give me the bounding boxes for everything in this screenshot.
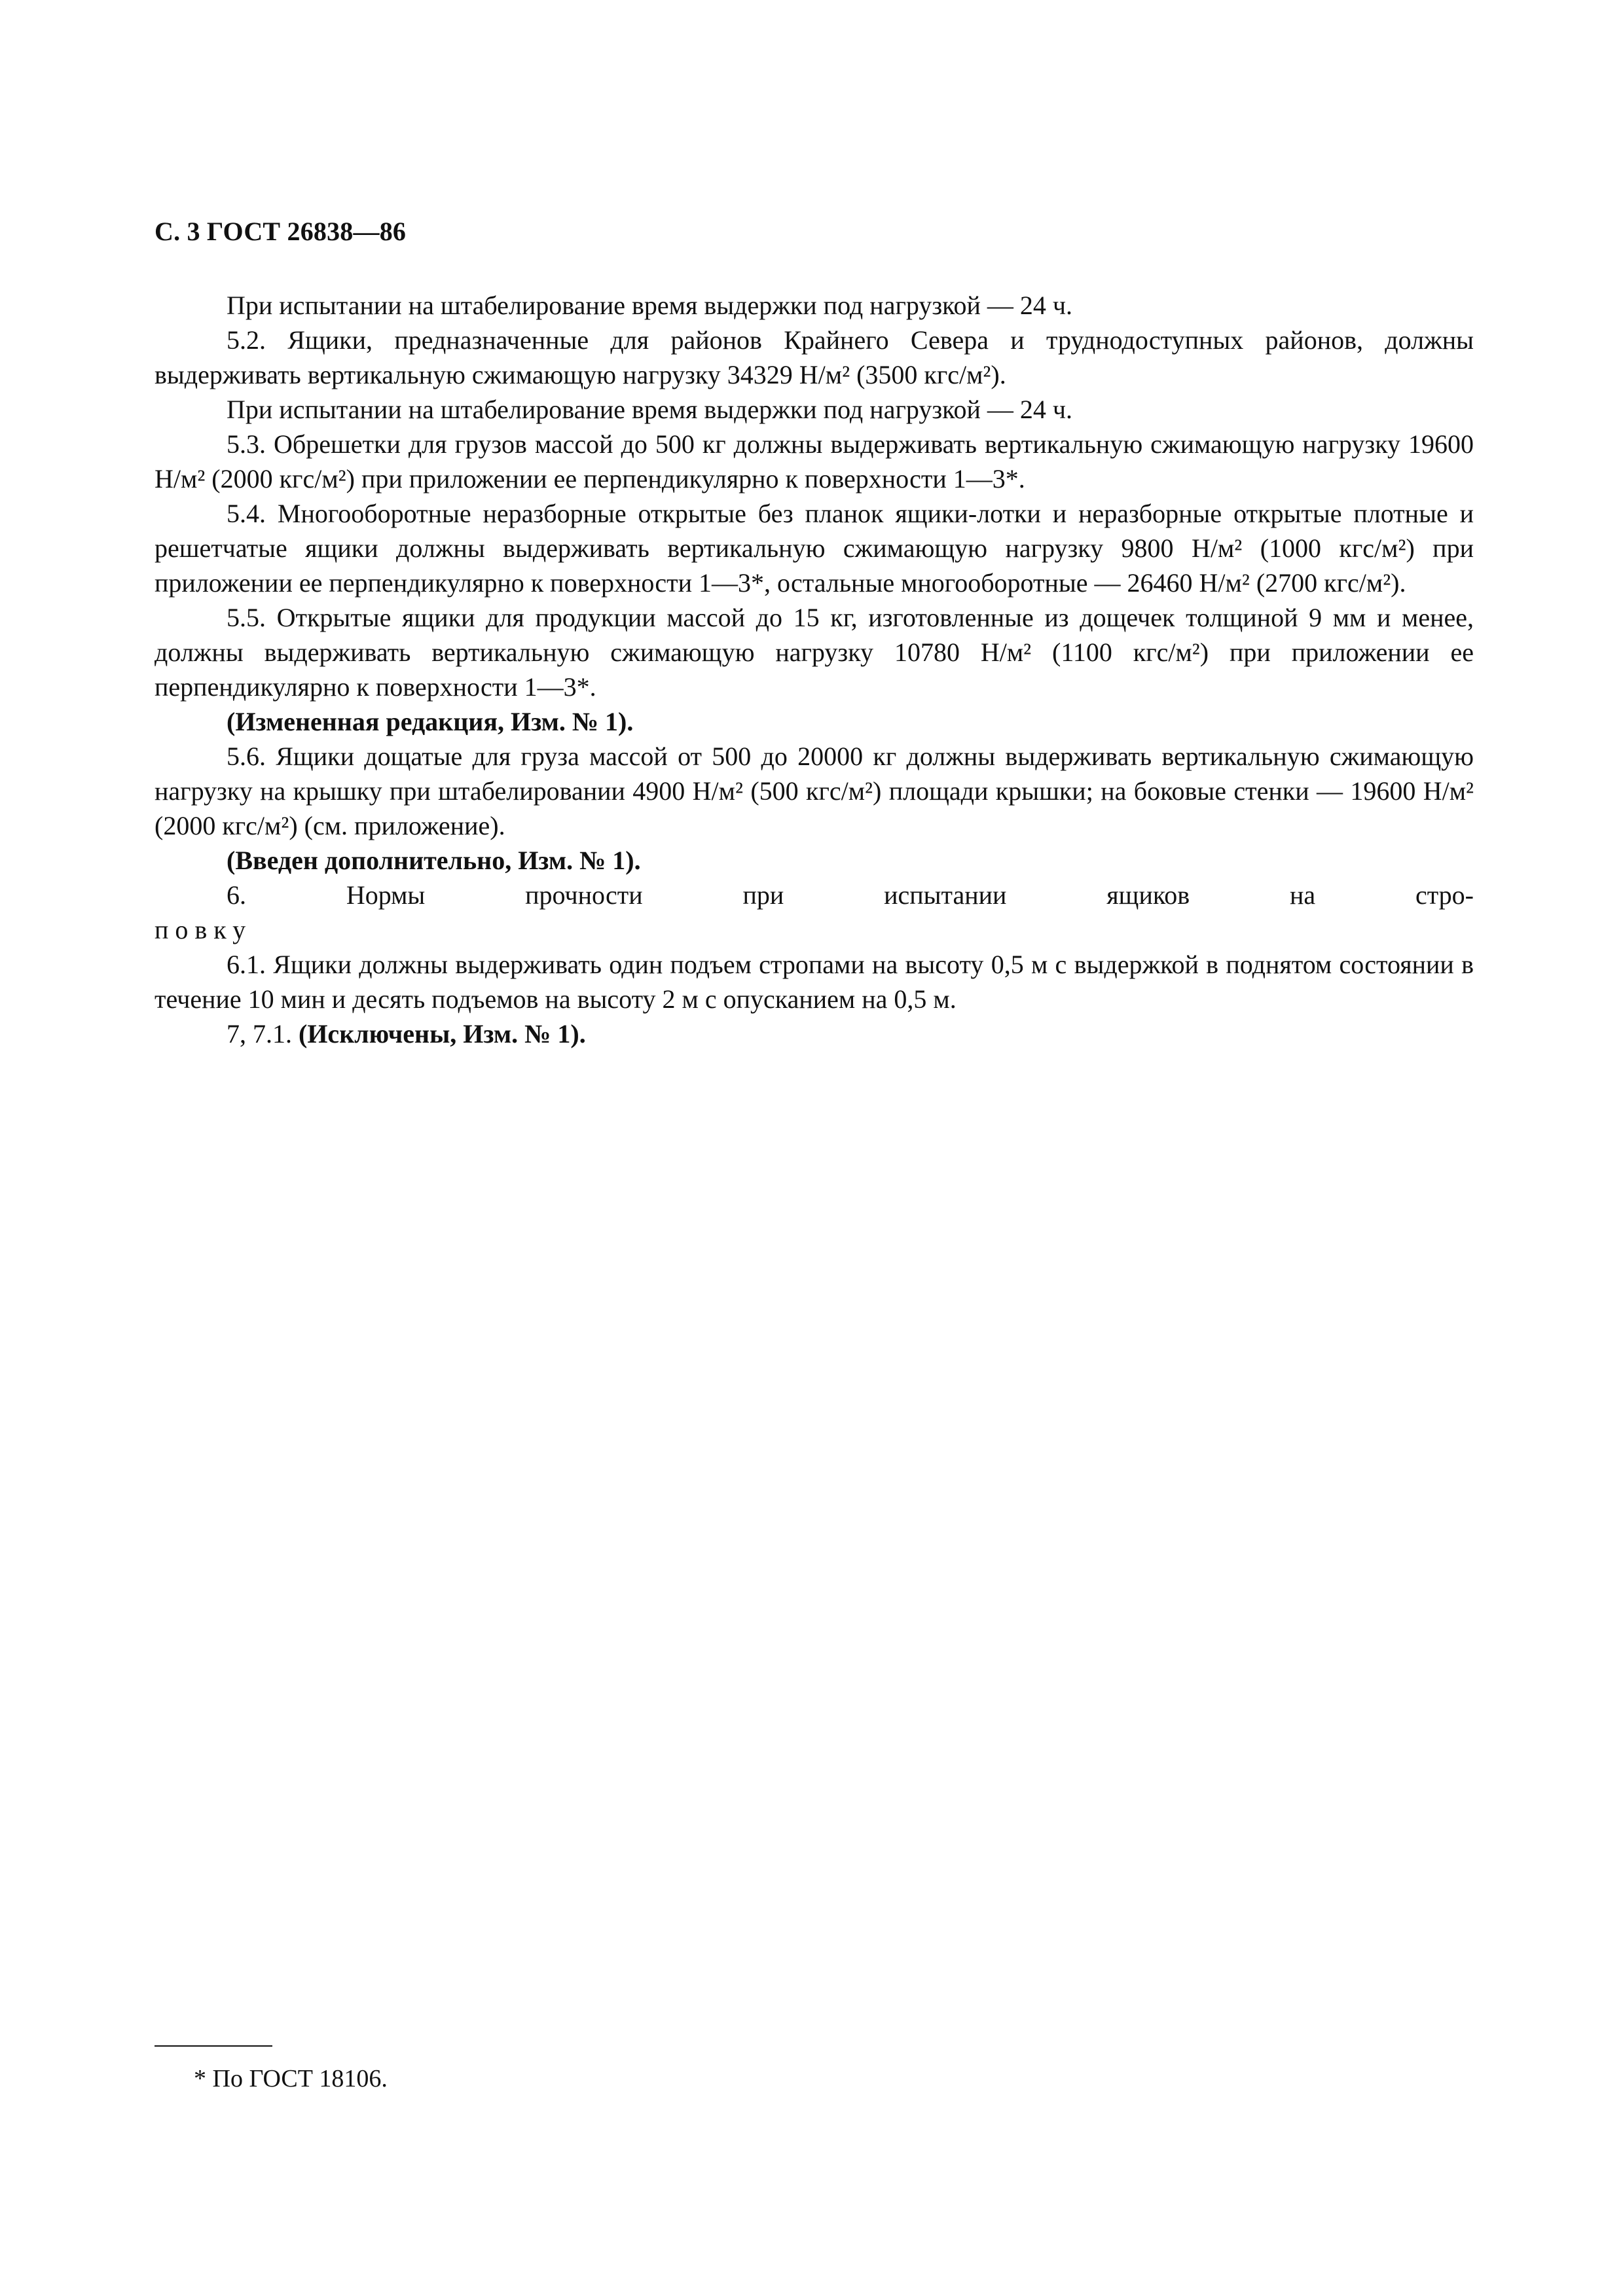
paragraph-5-4: 5.4. Многооборотные неразборные открытые без планок ящики-лотки и неразборные открытые плотные и решетчатые ящики должны выдерживать вертикальную сжимающую нагрузку 9800 Н/м² (1000 кгс/м²) при приложении ее перпендикулярно к поверхности 1—3*, остальные многооборотные — 26460 Н/м² (2700 кгс/м²). [155,499,1474,598]
paragraph-7-number: 7, 7.1. [227,1019,299,1049]
document-body [155,288,1474,1051]
paragraph-stacking-time: При испытании на штабелирование время выдержки под нагрузкой — 24 ч. [227,291,1073,320]
amendment-note-added: (Введен дополнительно, Изм. № 1). [227,846,641,875]
paragraph-6-1: 6.1. Ящики должны выдерживать один подъем стропами на высоту 0,5 м с выдержкой в поднятом состоянии в течение 10 мин и десять подъемов на высоту 2 м с опусканием на 0,5 м. [155,950,1474,1014]
amendment-note-revised: (Измененная редакция, Изм. № 1). [227,707,634,736]
amendment-note-excluded: (Исключены, Изм. № 1). [299,1019,586,1049]
paragraph-stacking-time-2: При испытании на штабелирование время выдержки под нагрузкой — 24 ч. [227,395,1073,424]
paragraph-5-3: 5.3. Обрешетки для грузов массой до 500 кг должны выдерживать вертикальную сжимающую нагрузку 19600 Н/м² (2000 кгс/м²) при приложении ее перпендикулярно к поверхности 1—3*. [155,429,1474,493]
page-header: С. 3 ГОСТ 26838—86 [155,217,407,246]
paragraph-5-2: 5.2. Ящики, предназначенные для районов Крайнего Севера и труднодоступных районов, должны выдерживать вертикальную сжимающую нагрузку 34329 Н/м² (3500 кгс/м²). [155,325,1474,389]
footnote: * По ГОСТ 18106. [194,2065,388,2092]
paragraph-5-6: 5.6. Ящики дощатые для груза массой от 500 до 20000 кг должны выдерживать вертикальную сжимающую нагрузку на крышку при штабелировании 4900 Н/м² (500 кгс/м²) площади крышки; на боковые стенки — 19600 Н/м² (2000 кгс/м²) (см. приложение). [155,742,1474,840]
paragraph-5-5: 5.5. Открытые ящики для продукции массой до 15 кг, изготовленные из дощечек толщиной 9 мм и менее, должны выдерживать вертикальную сжимающую нагрузку 10780 Н/м² (1100 кгс/м²) при приложении ее перпендикулярно к поверхности 1—3*. [155,603,1474,702]
section-6-heading: 6. Нормы прочности при испытании ящиков на стро- [227,880,1474,910]
paragraph-7-excluded [155,1016,1474,1051]
section-6-heading-continuation: повку [155,915,253,944]
footnote-divider [155,2045,272,2047]
